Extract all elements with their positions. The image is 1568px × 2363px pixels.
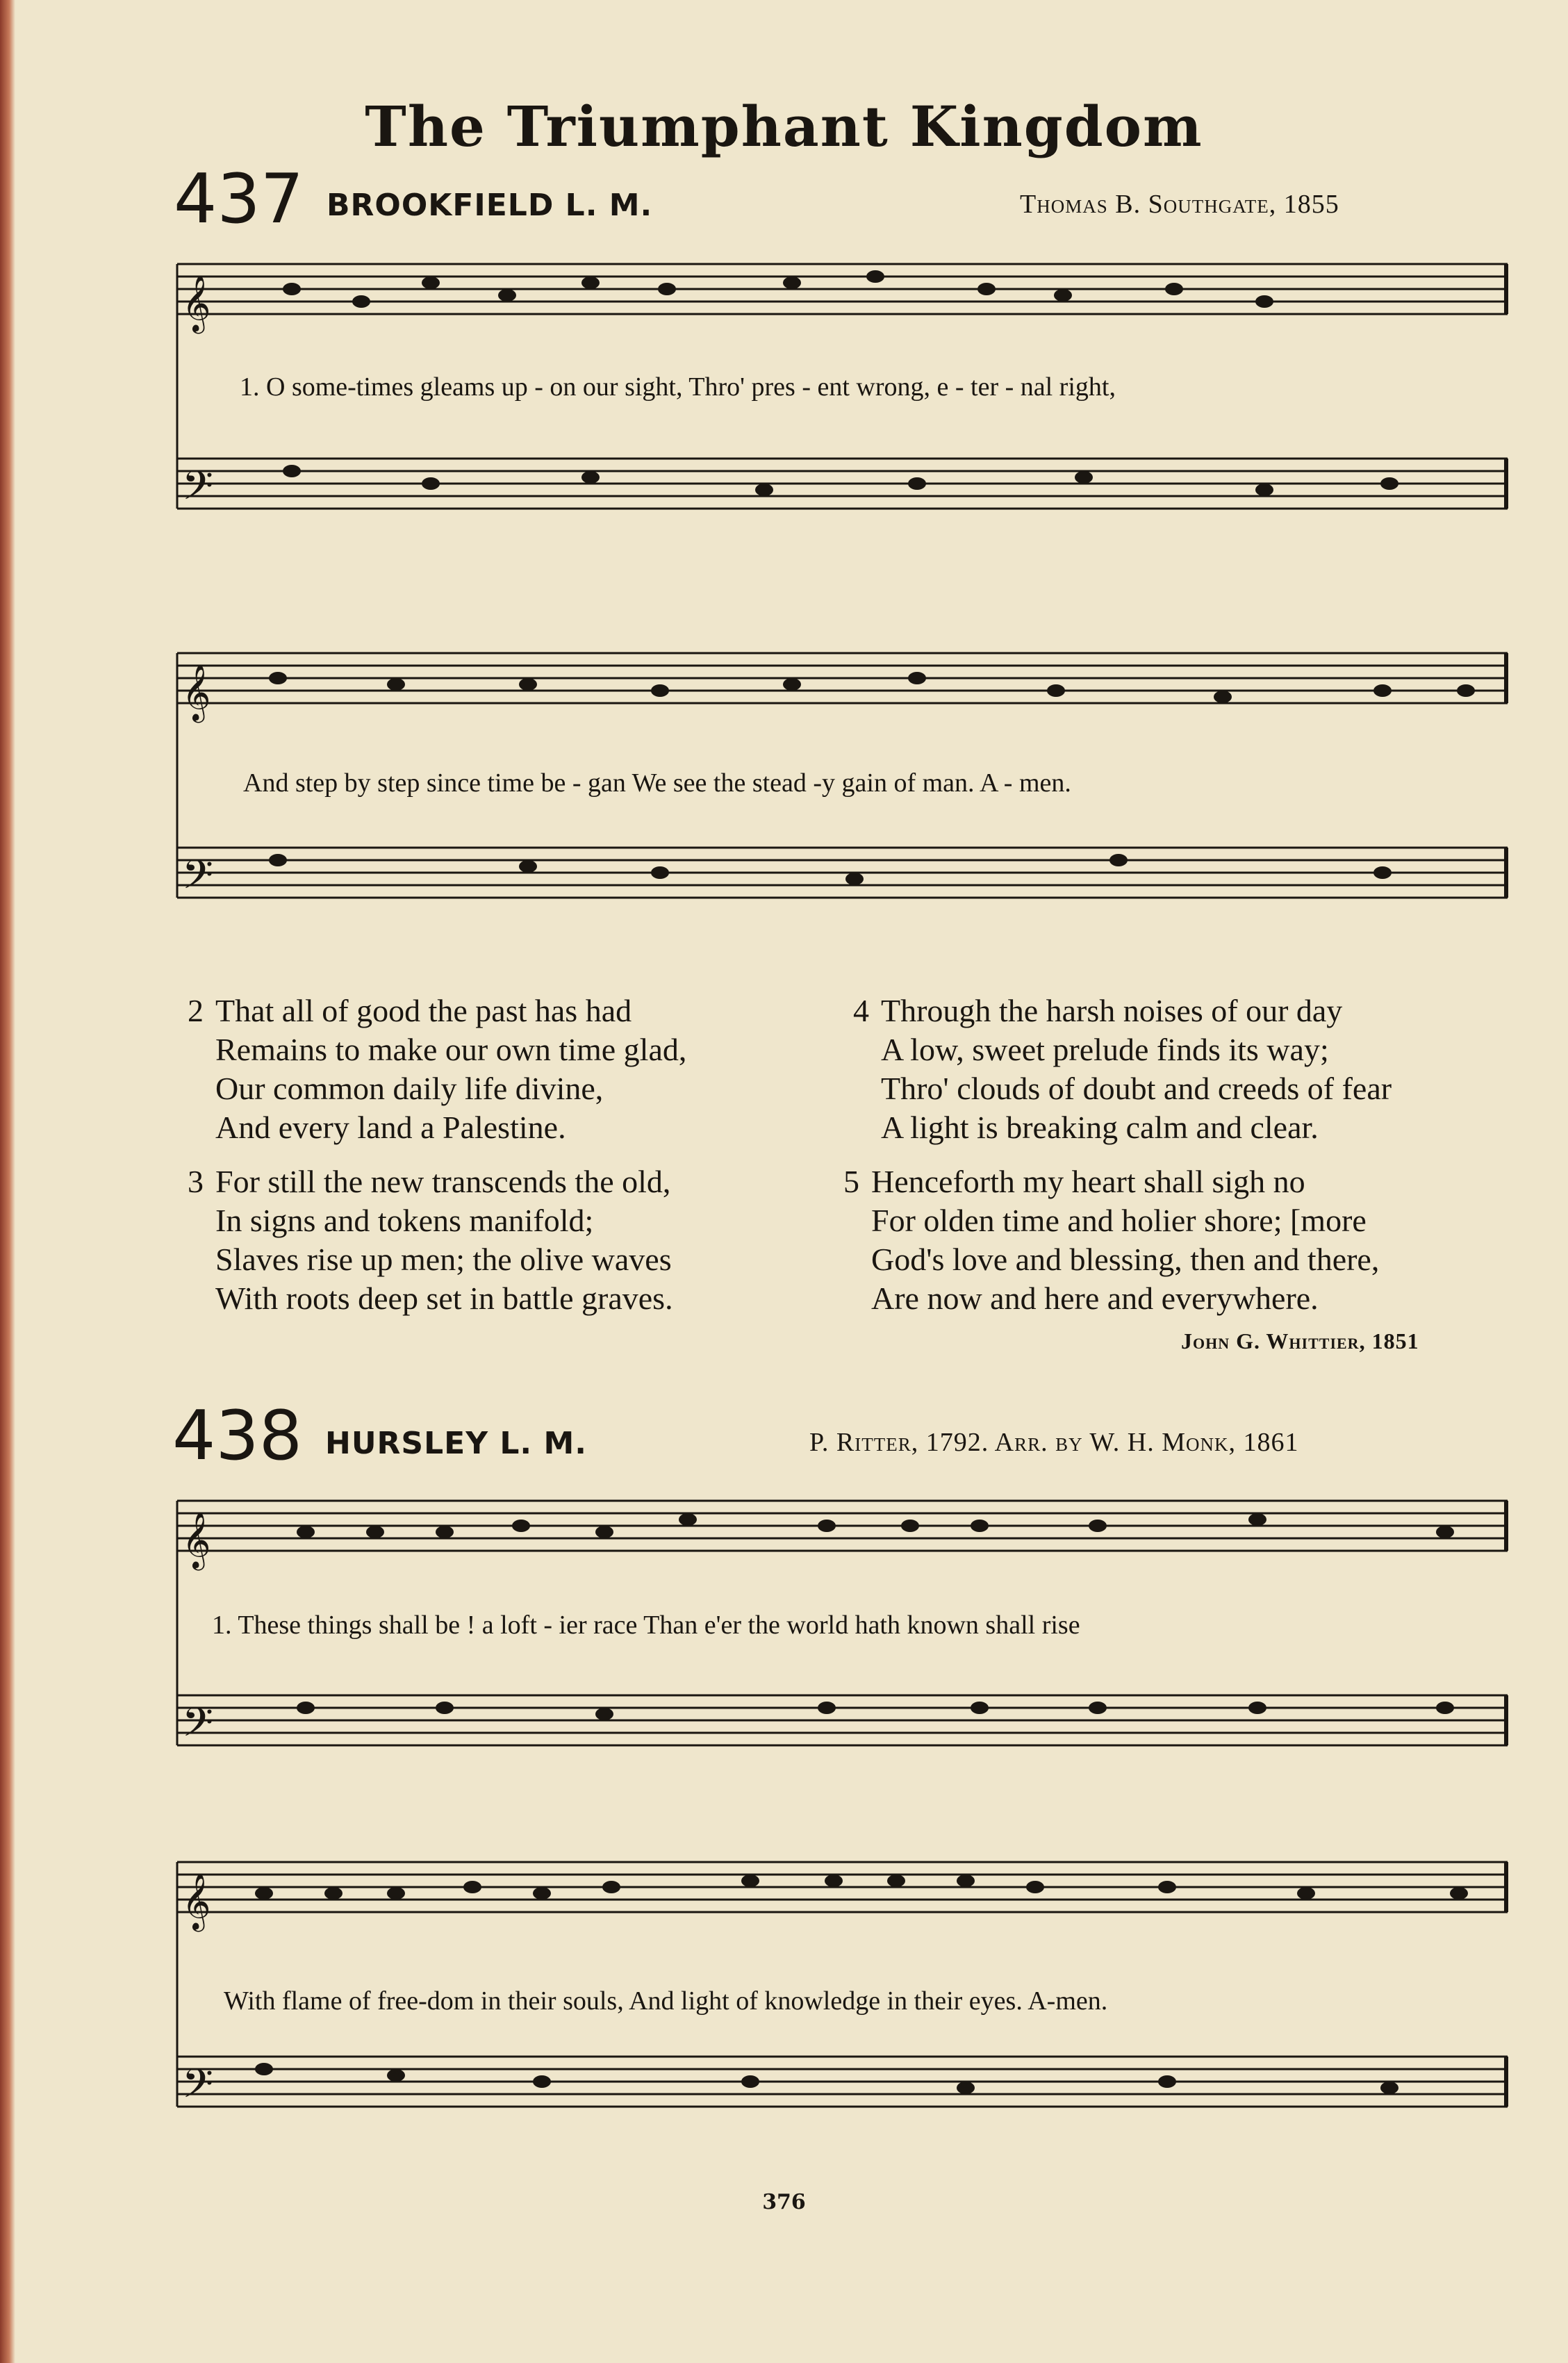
svg-text:𝄞: 𝄞 xyxy=(182,274,211,331)
stanza: 2 That all of good the past has had Remains to make our own time glad, Our common daily life divine, And every land a Palestine. xyxy=(188,993,687,1145)
lyrics-line: 1. These things shall be ! a loft - ier race Than e'er the world hath known shall rise xyxy=(212,1611,1080,1640)
svg-text:𝄞: 𝄞 xyxy=(182,664,211,721)
stanza: 3 For still the new transcends the old, In signs and tokens manifold; Slaves rise up men; the olive waves With roots deep set in battle graves. xyxy=(188,1164,673,1316)
music-system-1 xyxy=(0,250,1568,584)
svg-text:𝄞: 𝄞 xyxy=(182,1872,211,1929)
svg-text:𝄢: 𝄢 xyxy=(182,1699,214,1756)
tune-name: HURSLEY L. M. xyxy=(325,1426,587,1461)
svg-text:𝄢: 𝄢 xyxy=(182,462,214,519)
svg-text:𝄞: 𝄞 xyxy=(182,1511,211,1568)
composer-credit: P. Ritter, 1792. Arr. by W. H. Monk, 1861 xyxy=(809,1428,1299,1457)
stanza: 5 Henceforth my heart shall sigh no For olden time and holier shore; [more God's love and blessing, then and there, Are now and here and everywhere. xyxy=(843,1164,1380,1316)
svg-text:𝄢: 𝄢 xyxy=(182,851,214,908)
page-title: The Triumphant Kingdom xyxy=(365,94,1203,159)
stanza: 4 Through the harsh noises of our day A low, sweet prelude finds its way; Thro' clouds of doubt and creeds of fear A light is breaking calm and clear. xyxy=(853,993,1392,1145)
svg-text:𝄢: 𝄢 xyxy=(182,2060,214,2117)
author-credit: John G. Whittier, 1851 xyxy=(1181,1328,1419,1353)
lyrics-line: With flame of free-dom in their souls, And light of knowledge in their eyes. A-men. xyxy=(224,1986,1108,2016)
hymn-number: 438 xyxy=(172,1397,303,1476)
lyrics-line: And step by step since time be - gan We see the stead -y gain of man. A - men. xyxy=(243,768,1071,798)
page-number: 376 xyxy=(762,2190,806,2214)
composer-credit: Thomas B. Southgate, 1855 xyxy=(1020,190,1339,219)
hymn-number: 437 xyxy=(174,160,304,239)
lyrics-line: 1. O some-times gleams up - on our sight, Thro' pres - ent wrong, e - ter - nal right, xyxy=(240,372,1116,402)
tune-name: BROOKFIELD L. M. xyxy=(327,188,653,223)
